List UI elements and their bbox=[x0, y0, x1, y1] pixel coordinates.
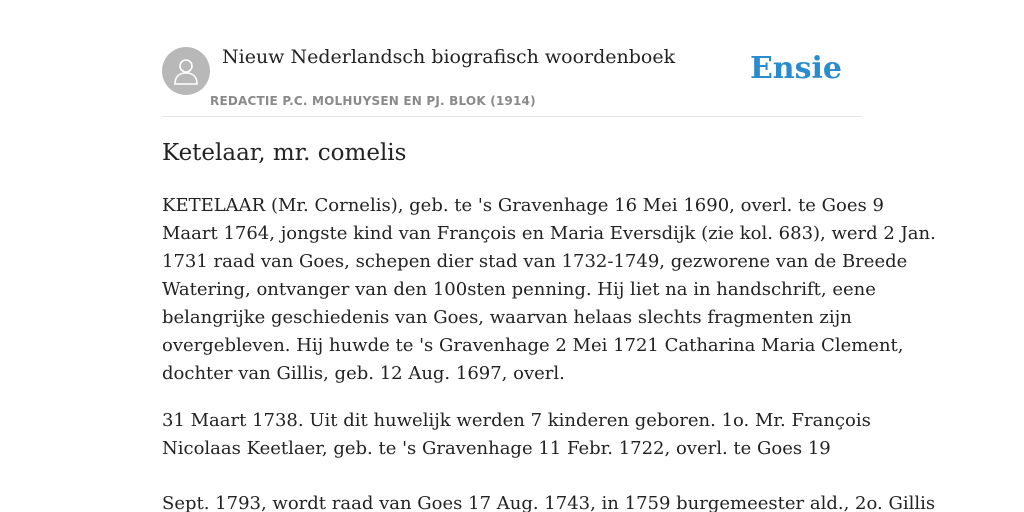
text-line: belangrijke geschiedenis van Goes, waarvan helaas slechts fragmenten zijn bbox=[162, 307, 852, 328]
text-line: overgebleven. Hij huwde te 's Gravenhage 2 Mei 1721 Catharina Maria Clement, bbox=[162, 335, 904, 356]
text-line: dochter van Gillis, geb. 12 Aug. 1697, overl. bbox=[162, 363, 565, 384]
entry-body bbox=[162, 192, 936, 512]
paragraph-1 bbox=[162, 192, 936, 388]
text-line: Sept. 1793, wordt raad van Goes 17 Aug. 1743, in 1759 burgemeester ald., 2o. Gillis bbox=[162, 493, 936, 512]
brand-logo[interactable]: Ensie bbox=[749, 51, 842, 86]
text-line: 1731 raad van Goes, schepen dier stad van 1732-1749, gezworene van de Breede bbox=[162, 251, 908, 272]
avatar[interactable] bbox=[162, 47, 210, 95]
book-title[interactable]: Nieuw Nederlandsch biografisch woordenboek bbox=[222, 46, 676, 68]
text-line: Maart 1764, jongste kind van François en Maria Eversdijk (zie kol. 683), werd 2 Jan. bbox=[162, 223, 936, 244]
entry-title: Ketelaar, mr. comelis bbox=[162, 140, 407, 166]
text-line: KETELAAR (Mr. Cornelis), geb. te 's Gravenhage 16 Mei 1690, overl. te Goes 9 bbox=[162, 195, 884, 216]
user-icon bbox=[173, 57, 199, 85]
byline: REDACTIE P.C. MOLHUYSEN EN PJ. BLOK (1914) bbox=[210, 94, 536, 108]
text-line: 31 Maart 1738. Uit dit huwelijk werden 7 kinderen geboren. 1o. Mr. François bbox=[162, 410, 871, 431]
paragraph-2 bbox=[162, 407, 874, 463]
text-line: Watering, ontvanger van den 100sten penning. Hij liet na in handschrift, eene bbox=[162, 279, 876, 300]
header bbox=[162, 46, 862, 117]
text-line: Nicolaas Keetlaer, geb. te 's Gravenhage 11 Febr. 1722, overl. te Goes 19 bbox=[162, 438, 831, 459]
paragraph-3 bbox=[162, 490, 936, 512]
